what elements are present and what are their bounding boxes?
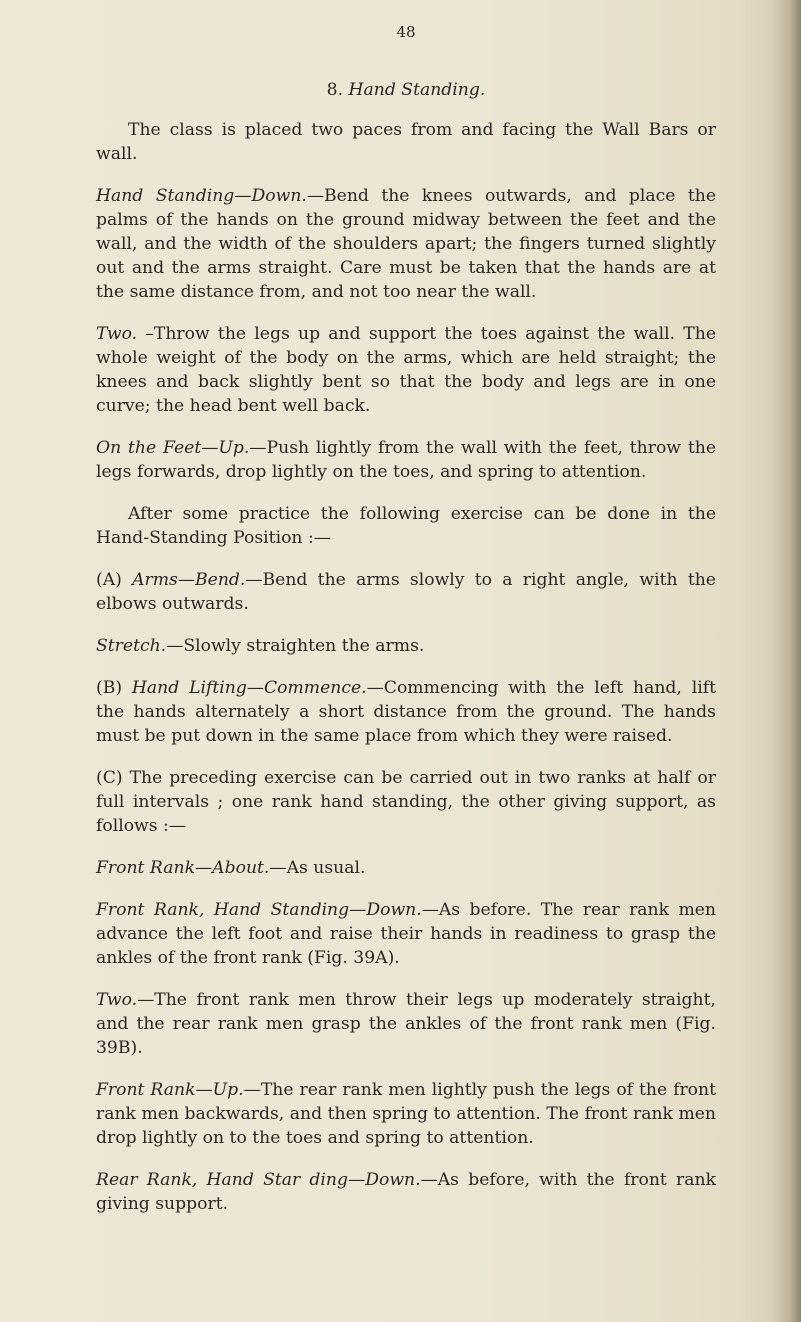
paragraph-two-ranks xyxy=(96,766,716,838)
section-title: Hand Standing. xyxy=(348,80,486,100)
paragraph-text: The preceding exercise can be carried out in two ranks at half or full intervals ; one rank hand standing, the other giving support, as follows :— xyxy=(96,768,716,836)
paragraph-text: —Slowly straighten the arms. xyxy=(166,636,425,656)
paragraph-text: After some practice the following exercise can be done in the Hand-Standing Position :— xyxy=(96,504,716,548)
paragraph-text: —As usual. xyxy=(269,858,366,878)
paragraph-hand-lifting xyxy=(96,676,716,748)
command-lead: Hand Standing—Down. xyxy=(96,186,307,206)
paragraph-two-ranks-two xyxy=(96,988,716,1060)
command-lead: Stretch. xyxy=(96,636,167,656)
section-number: 8. xyxy=(326,80,344,100)
paragraph-rear-rank xyxy=(96,1168,716,1216)
paragraph-front-rank-hand-standing xyxy=(96,898,716,970)
paragraph-text: —As before. The rear rank men advance the left foot and raise their hands in readiness to grasp the ankles of the front rank (Fig. 39A). xyxy=(96,900,717,968)
page-number: 48 xyxy=(396,23,416,41)
paragraph-text: —The front rank men throw their legs up moderately straight, and the rear rank men grasp the ankles of the front rank men (Fig. 39B). xyxy=(96,990,716,1058)
item-marker: (C) xyxy=(96,768,130,788)
paragraph-text: —Push lightly from the wall with the feet, throw the legs forwards, drop lightly on the toes, and spring to attention. xyxy=(96,438,716,482)
paragraph-text: —As before, with the front rank giving support. xyxy=(96,1170,717,1214)
command-lead: On the Feet—Up. xyxy=(96,438,250,458)
section-heading xyxy=(96,78,716,102)
command-lead: Front Rank, Hand Standing—Down. xyxy=(96,900,422,920)
command-lead: Two. xyxy=(96,990,138,1010)
paragraph-intro xyxy=(96,118,716,166)
paragraph-on-the-feet-up xyxy=(96,436,716,484)
item-marker: (B) xyxy=(96,678,132,698)
paragraph-text: –Throw the legs up and support the toes against the wall. The whole weight of the body on the arms, which are held straight; the knees and back slightly bent so that the body and legs are in one curve; the head bent well back. xyxy=(96,324,716,416)
paragraph-two xyxy=(96,322,716,418)
command-lead: Two. xyxy=(96,324,138,344)
command-lead: Front Rank—Up. xyxy=(96,1080,244,1100)
paragraph-hand-standing-down xyxy=(96,184,716,304)
command-lead: Rear Rank, Hand Star ding—Down. xyxy=(96,1170,421,1190)
command-lead: Arms—Bend. xyxy=(132,570,246,590)
paragraph-text: —Bend the arms slowly to a right angle, with the elbows outwards. xyxy=(96,570,716,614)
paragraph-front-rank-about xyxy=(96,856,716,880)
paragraph-arms-bend xyxy=(96,568,716,616)
paragraph-after-practice xyxy=(96,502,716,550)
page-content xyxy=(96,20,716,1234)
command-lead: Hand Lifting—Commence. xyxy=(131,678,367,698)
page-edge-shadow xyxy=(773,0,801,1322)
paragraph-text: —The rear rank men lightly push the legs of the front rank men backwards, and then spring to attention. The front rank men drop lightly on to the toes and spring to attention. xyxy=(96,1080,717,1148)
paragraph-stretch xyxy=(96,634,716,658)
paragraph-front-rank-up xyxy=(96,1078,716,1150)
paragraph-text: —Bend the knees outwards, and place the palms of the hands on the ground midway between the feet and the wall, and the width of the shoulders apart; the fingers turned slightly out and the arms straight. Care must be taken that the hands are at the same distance from, and not too near the wall. xyxy=(96,186,716,302)
item-marker: (A) xyxy=(96,570,133,590)
paragraph-text: —Commencing with the left hand, lift the hands alternately a short distance from the ground. The hands must be put down in the same place from which they were raised. xyxy=(96,678,716,746)
paragraph-text: The class is placed two paces from and facing the Wall Bars or wall. xyxy=(96,120,716,164)
command-lead: Front Rank—About. xyxy=(96,858,270,878)
